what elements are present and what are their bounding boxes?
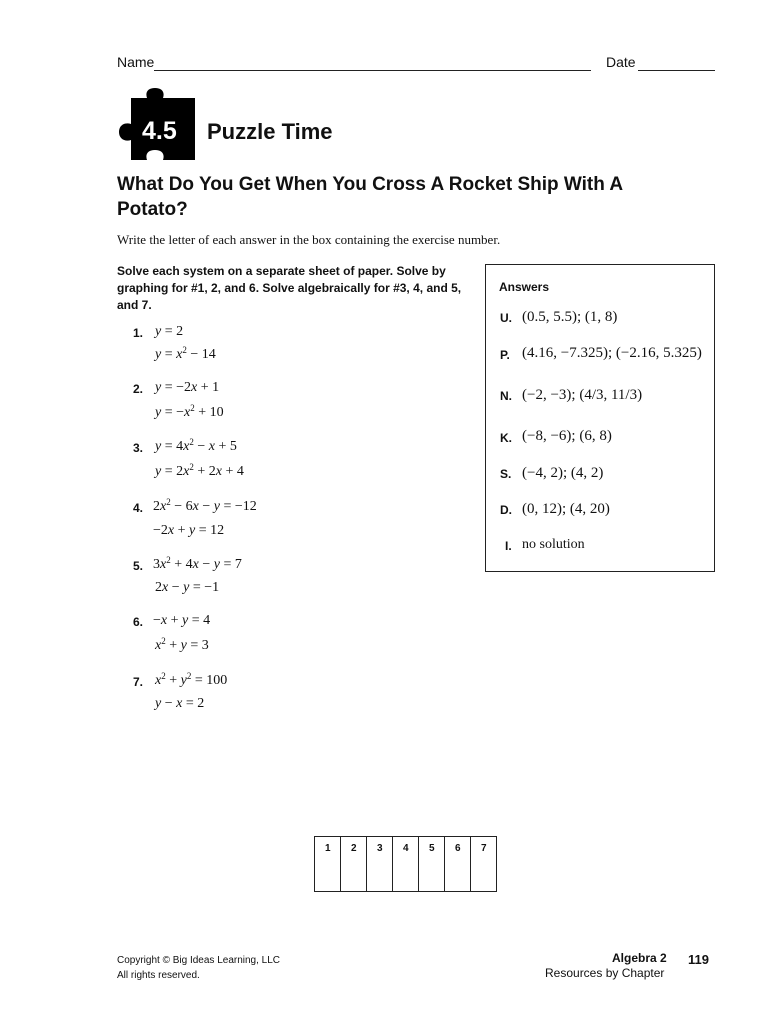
- answer-letter: I.: [505, 539, 512, 553]
- exercise-number: 3.: [133, 441, 144, 455]
- name-field-line[interactable]: [154, 70, 591, 71]
- equation: $y = 2x^2 + 2x + 4$: [155, 462, 244, 479]
- rights-line: All rights reserved.: [117, 970, 200, 981]
- answer-cell[interactable]: [419, 837, 445, 892]
- equation: $x^2 + y^2 = 100$: [155, 671, 228, 688]
- puzzle-title: Puzzle Time: [207, 119, 333, 144]
- equation: −x + y = 4: [153, 613, 211, 628]
- equation: $y = 4x^2 - x + 5$: [155, 437, 237, 454]
- riddle-question: What Do You Get When You Cross A Rocket Ship With A Potato?: [117, 174, 623, 220]
- cell-number: 6: [455, 843, 461, 854]
- name-label: Name: [117, 54, 155, 70]
- answer-cell[interactable]: [445, 837, 471, 892]
- exercise-number: 5.: [133, 559, 144, 573]
- answer-value: (0.5, 5.5); (1, 8): [522, 309, 618, 325]
- exercise-number: 6.: [133, 615, 144, 629]
- answer-cell[interactable]: [367, 837, 393, 892]
- book-title: Algebra 2: [612, 951, 667, 965]
- cell-number: 3: [377, 843, 383, 854]
- answer-letter: U.: [500, 311, 512, 325]
- date-field-line[interactable]: [638, 70, 715, 71]
- equation: −2x + y = 12: [153, 523, 225, 538]
- answer-letter: S.: [500, 467, 512, 481]
- answer-value: (−4, 2); (4, 2): [522, 465, 604, 481]
- answer-letter: N.: [500, 389, 512, 403]
- equation: y − x = 2: [155, 696, 205, 711]
- equation: $2x^2 - 6x - y = -12$: [153, 497, 257, 514]
- cell-number: 1: [325, 843, 331, 854]
- equation: y = 2: [155, 324, 184, 339]
- cell-number: 4: [403, 843, 409, 854]
- equation: y = −2x + 1: [155, 380, 220, 395]
- equation: 2x − y = −1: [155, 580, 220, 595]
- exercise-number: 4.: [133, 501, 144, 515]
- cell-number: 2: [351, 843, 357, 854]
- instruction-text: Write the letter of each answer in the box containing the exercise number.: [117, 232, 501, 247]
- answer-cell[interactable]: [315, 837, 341, 892]
- answer-cell[interactable]: [471, 837, 497, 892]
- equation: $y = -x^2 + 10$: [155, 403, 224, 420]
- copyright-line: Copyright © Big Ideas Learning, LLC: [117, 955, 281, 966]
- answer-letter: P.: [500, 348, 510, 362]
- answer-value: (−8, −6); (6, 8): [522, 428, 612, 444]
- answer-value: no solution: [522, 537, 585, 552]
- answer-value: (4.16, −7.325); (−2.16, 5.325): [522, 345, 702, 361]
- page-number: 119: [688, 952, 709, 967]
- equation: $y = x^2 - 14$: [155, 345, 216, 362]
- exercise-number: 2.: [133, 382, 144, 396]
- answer-value: (0, 12); (4, 20): [522, 501, 610, 517]
- equation: $3x^2 + 4x - y = 7$: [153, 555, 242, 572]
- cell-number: 5: [429, 843, 435, 854]
- exercise-number: 7.: [133, 675, 144, 689]
- directions-text: Solve each system on a separate sheet of paper. Solve by graphing for #1, 2, and 6. Solve algebraically for #3, 4, and 5, and 7.: [117, 264, 462, 312]
- cell-number: 7: [481, 843, 487, 854]
- book-subtitle: Resources by Chapter: [545, 966, 665, 980]
- exercise-number: 1.: [133, 326, 144, 340]
- equation: $x^2 + y = 3$: [155, 636, 209, 653]
- answer-cell[interactable]: [341, 837, 367, 892]
- lesson-number: 4.5: [142, 117, 177, 145]
- copyright: [117, 953, 280, 983]
- answer-value: (−2, −3); (4/3, 11/3): [522, 387, 643, 403]
- answer-grid: [314, 836, 497, 892]
- answer-cell[interactable]: [393, 837, 419, 892]
- date-label: Date: [606, 54, 636, 70]
- answer-letter: D.: [500, 503, 512, 517]
- answer-letter: K.: [500, 431, 512, 445]
- answers-title: Answers: [499, 280, 550, 294]
